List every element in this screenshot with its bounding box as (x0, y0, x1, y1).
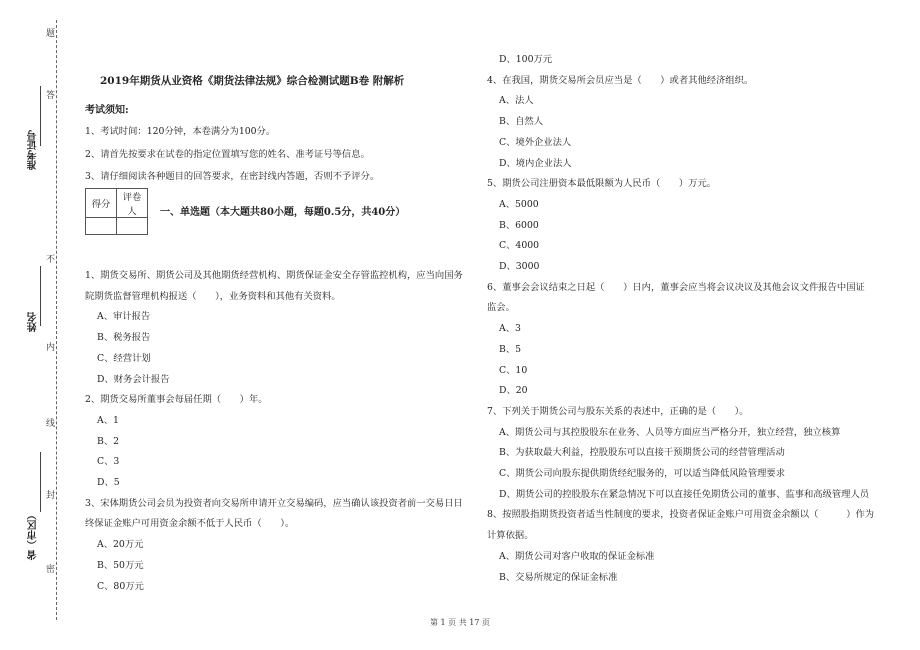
notice-item: 2、请首先按要求在试卷的指定位置填写您的姓名、准考证号等信息。 (85, 149, 370, 160)
score-box (85, 188, 148, 235)
answer-option: D、5 (97, 477, 120, 489)
answer-option: B、50万元 (97, 559, 144, 571)
page-title: 2019年期货从业资格《期货法律法规》综合检测试题B卷 附解析 (100, 75, 405, 87)
answer-option: A、法人 (499, 95, 534, 107)
answer-option: A、20万元 (97, 539, 144, 551)
right-question-column (487, 50, 877, 588)
exam-number-label: 准考证号 (28, 130, 39, 170)
question-text: 2、期货交易所董事会每届任期（ ）年。 (85, 394, 268, 406)
notice-heading: 考试须知: (85, 105, 129, 116)
province-label: 省（市区） (28, 510, 39, 560)
answer-option: D、3000 (499, 261, 540, 273)
answer-option: C、境外企业法人 (499, 136, 572, 148)
answer-option: B、2 (97, 435, 120, 447)
answer-option: B、税务报告 (97, 332, 151, 344)
answer-option: C、经营计划 (97, 352, 151, 364)
seal-char: 封 (46, 491, 56, 501)
question-text: 院期货监督管理机构报送（ ），业务资料和其他有关资料。 (85, 290, 341, 302)
question-text: 终保证金账户可用资金余额不低于人民币（ ）。 (85, 518, 295, 530)
question-text: 3、宋体期货公司会员为投资者向交易所申请开立交易编码，应当确认该投资者前一交易日日 (85, 497, 463, 509)
seal-char: 密 (46, 565, 56, 575)
seal-line (56, 20, 57, 620)
seal-char: 题 (46, 29, 56, 39)
page-footer: 第 1 页 共 17 页 (430, 618, 490, 627)
question-text: 7、下列关于期货公司与股东关系的表述中，正确的是（ ）。 (487, 405, 749, 417)
grader-cell (117, 218, 148, 235)
left-question-column (85, 266, 465, 597)
answer-option: D、20 (499, 385, 528, 397)
answer-option: C、80万元 (97, 580, 144, 592)
question-text: 5、期货公司注册资本最低限额为人民币（ ）万元。 (487, 178, 717, 190)
answer-option: D、期货公司的控股股东在紧急情况下可以直接任免期货公司的董事、监事和高级管理人员 (499, 488, 870, 500)
question-text: 计算依据。 (487, 530, 534, 542)
answer-option: A、期货公司对客户收取的保证金标准 (499, 550, 655, 562)
answer-option: B、自然人 (499, 116, 544, 128)
answer-option: A、期货公司与其控股股东在业务、人员等方面应当严格分开，独立经营，独立核算 (499, 426, 841, 438)
grader-label: 评卷人 (117, 189, 148, 218)
answer-option: B、交易所规定的保证金标准 (499, 571, 618, 583)
answer-option: A、5000 (499, 198, 539, 210)
question-text: 监会。 (487, 302, 515, 314)
answer-option: C、期货公司向股东提供期货经纪服务的，可以适当降低风险管理要求 (499, 468, 786, 480)
answer-option: B、6000 (499, 219, 539, 231)
answer-option: B、为获取最大利益，控股股东可以直接干预期货公司的经营管理活动 (499, 447, 785, 459)
seal-char: 线 (46, 419, 56, 429)
score-label: 得分 (86, 189, 117, 218)
answer-option: A、3 (499, 323, 521, 335)
seal-char: 内 (46, 343, 56, 353)
section-heading: 一、单选题（本大题共80小题，每题0.5分，共40分） (160, 207, 406, 218)
answer-option: D、100万元 (499, 54, 553, 65)
answer-option: C、10 (499, 364, 528, 376)
answer-option: D、财务会计报告 (97, 373, 170, 385)
question-text: 4、在我国，期货交易所会员应当是（ ）或者其他经济组织。 (487, 74, 754, 86)
answer-option: A、审计报告 (97, 311, 151, 323)
answer-option: A、1 (97, 414, 119, 426)
answer-option: D、境内企业法人 (499, 157, 572, 169)
seal-char: 答 (46, 91, 56, 101)
answer-option: B、5 (499, 343, 522, 355)
question-text: 1、期货交易所、期货公司及其他期货经营机构、期货保证金安全存管监控机构，应当向国务 (85, 270, 463, 281)
question-text: 6、董事会会议结束之日起（ ）日内，董事会应当将会议决议及其他会议文件报告中国证 (487, 281, 865, 293)
province-underline (40, 452, 41, 512)
name-label: 姓名 (28, 312, 39, 332)
notice-item: 1、考试时间：120分钟，本卷满分为100分。 (85, 126, 276, 137)
question-text: 8、按照股指期货投资者适当性制度的要求，投资者保证金账户可用资金余额以（ ）作为 (487, 509, 875, 521)
seal-char: 不 (46, 255, 56, 265)
notice-item: 3、请仔细阅读各种题目的回答要求，在密封线内答题，否则不予评分。 (85, 171, 380, 182)
answer-option: C、4000 (499, 240, 540, 252)
score-cell (86, 218, 117, 235)
answer-option: C、3 (97, 456, 120, 468)
